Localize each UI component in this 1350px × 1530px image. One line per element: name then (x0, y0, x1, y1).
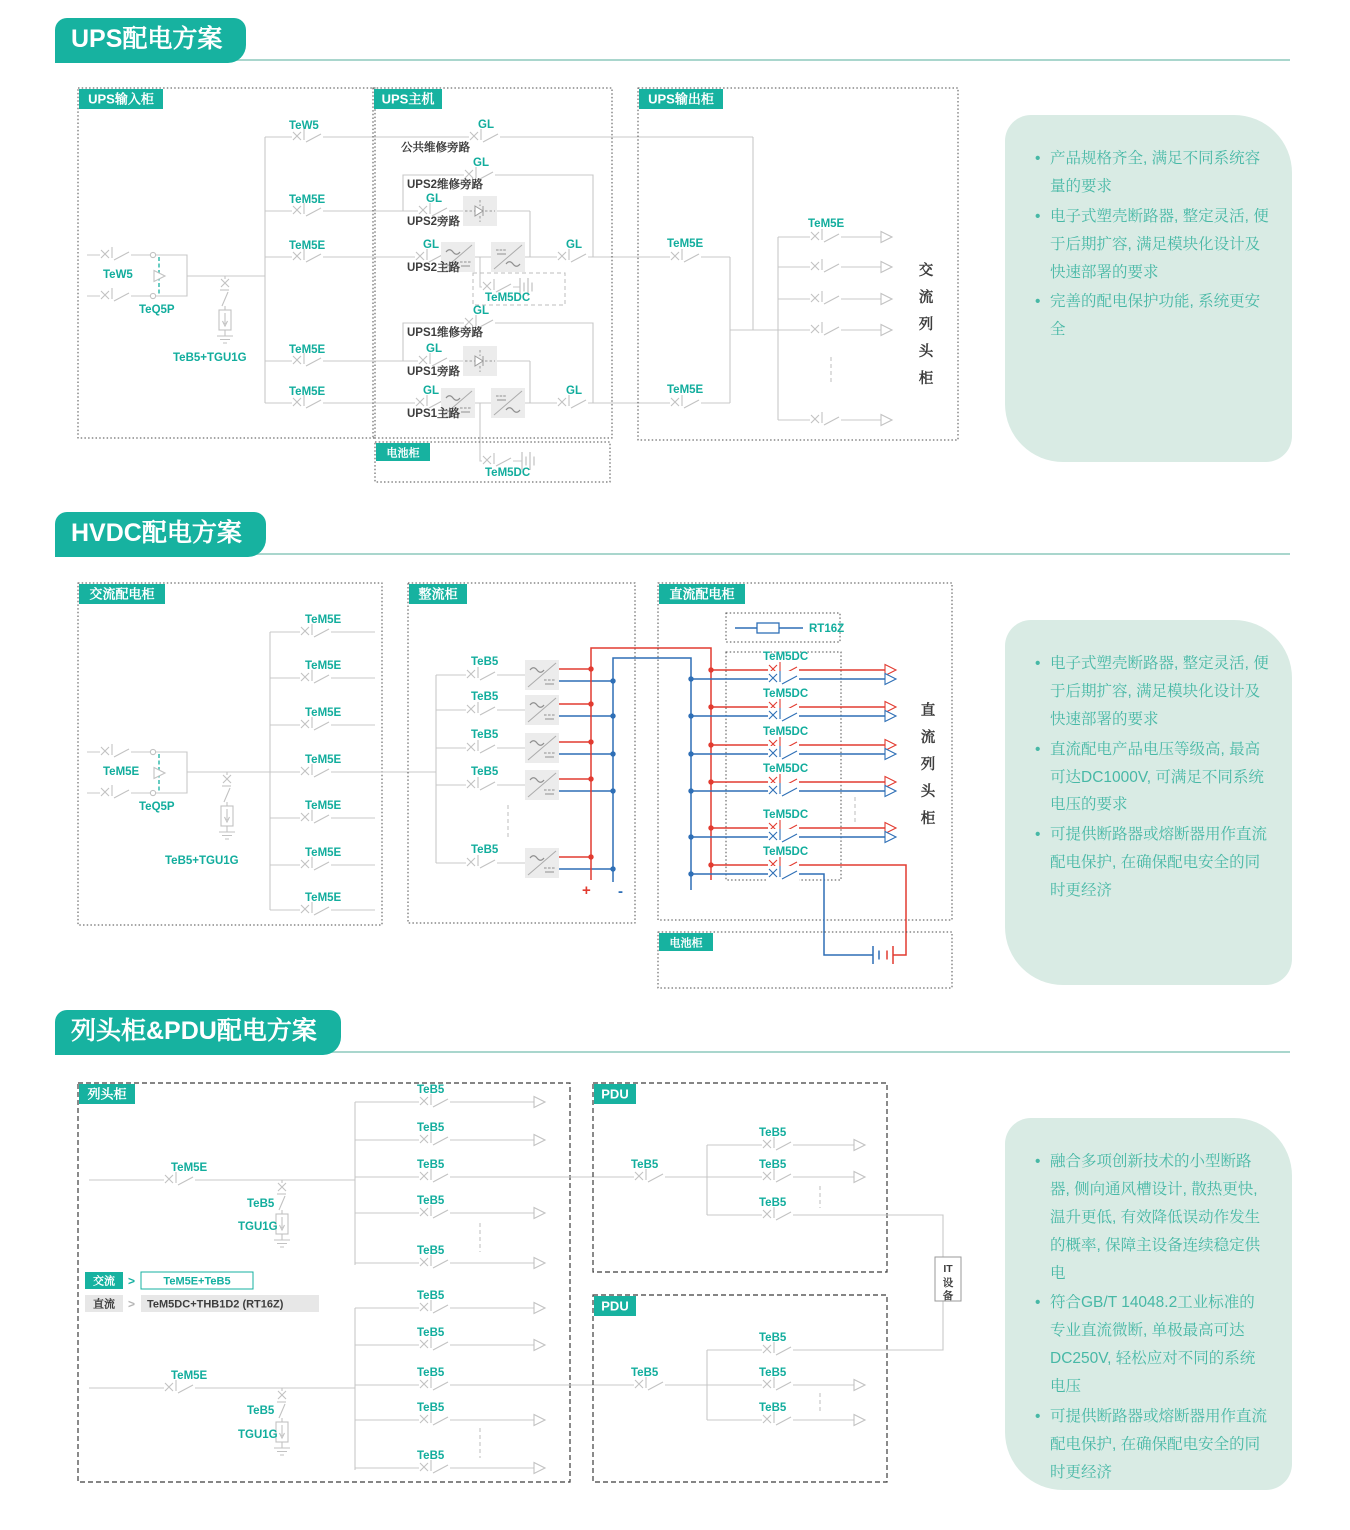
cabinet-label: 电池柜 (386, 447, 420, 460)
cabinet-label: PDU (601, 1298, 629, 1314)
dev: TeB5 (471, 729, 499, 741)
wires (730, 137, 881, 420)
dev: TeM5E (305, 707, 342, 719)
load-arrow-icon (534, 1208, 545, 1219)
breaker-icon (634, 1377, 665, 1392)
surge-arrester-icon (274, 1388, 290, 1455)
rectifier-icon (525, 695, 559, 725)
w (155, 255, 265, 296)
device-label: TeW5 (103, 269, 133, 281)
dev: TeB5 (417, 1122, 445, 1134)
junction-dot-icon (610, 751, 615, 756)
load-arrow-icon (881, 294, 892, 305)
pdu-cabinet-1 (593, 1083, 943, 1272)
breaker-icon (762, 1412, 793, 1427)
device-label: GL (478, 119, 494, 131)
dev: TeB5 (417, 1402, 445, 1414)
ups-battery-cabinet (375, 442, 610, 482)
vert: 柜 (918, 371, 934, 387)
dev: TeM5E (305, 892, 342, 904)
chevron-right-icon: > (128, 1297, 136, 1311)
surge-arrester-icon (217, 276, 233, 343)
breaker-icon (466, 740, 497, 755)
path-label: UPS1旁路 (407, 366, 461, 378)
surge-arrester-icon (274, 1180, 290, 1247)
load-arrow-icon (534, 1303, 545, 1314)
device-label: TeQ5P (139, 801, 175, 813)
feature-list (1005, 620, 1292, 917)
hvdc-battery-cabinet (658, 932, 952, 988)
device-label: RT16Z (809, 623, 845, 635)
device-label: GL (423, 385, 439, 397)
section-title-hvdc: HVDC配电方案 (55, 512, 266, 557)
cabinet-label: 整流柜 (418, 586, 458, 602)
junction-dot-icon (588, 666, 593, 671)
ups-output-cabinet (638, 88, 958, 440)
cabinet-label: 交流配电柜 (89, 586, 155, 602)
feature-item: • 符合GB/T 14048.2工业标准的专业直流微断, 单极最高可达DC250V, 轻松应对不同的系统电压 (1035, 1289, 1270, 1401)
rowhead-pdu-diagram (75, 1080, 965, 1510)
device-label: TeM5E (289, 240, 326, 252)
path-label: UPS2主路 (407, 262, 461, 274)
ups-scheme-diagram (75, 85, 965, 505)
load-arrow-icon (534, 1258, 545, 1269)
dev: TeM5DC (763, 688, 809, 700)
dev: TeB5 (417, 1084, 445, 1096)
breaker-icon (419, 1412, 450, 1427)
dev: TeM5E (171, 1370, 208, 1382)
dev: TeB5 (417, 1327, 445, 1339)
breaker-icon (634, 1169, 665, 1184)
vert: 列 (918, 317, 934, 333)
breaker-icon (100, 785, 131, 800)
junction-dot-icon (610, 713, 615, 718)
cabinet-label: 列头柜 (87, 1086, 127, 1102)
cabinet-border (78, 88, 375, 438)
breaker-icon (300, 717, 331, 732)
feature-item: • 电子式塑壳断路器, 整定灵活, 便于后期扩容, 满足模块化设计及快速部署的要求 (1035, 203, 1270, 287)
junction-dot-icon (708, 704, 713, 709)
breaker-icon (810, 229, 841, 244)
dev: TeB5 (759, 1402, 787, 1414)
breaker-icon (762, 1169, 793, 1184)
rw (559, 669, 591, 857)
pdu-cabinet-2 (593, 1295, 943, 1482)
breaker-icon (762, 1377, 793, 1392)
feature-item: • 产品规格齐全, 满足不同系统容量的要求 (1035, 145, 1270, 201)
cabinet-label: PDU (601, 1086, 629, 1102)
path-label: UPS1维修旁路 (407, 327, 484, 339)
dev: TeM5E (305, 660, 342, 672)
dev: TeB5 (417, 1245, 445, 1257)
static-switch-icon (463, 346, 497, 376)
junction-dot-icon (688, 871, 693, 876)
dev: TeB5 (759, 1127, 787, 1139)
cabinet-label: UPS输入柜 (88, 91, 154, 107)
rectifier-icon (525, 660, 559, 690)
surge-arrester-icon (219, 772, 235, 839)
breaker-icon (419, 1205, 450, 1220)
device-label: TeM5E (289, 344, 326, 356)
device-label: TeM5E (289, 194, 326, 206)
breaker-icon (557, 249, 588, 264)
fuse-icon (757, 623, 779, 633)
load-arrow-icon (881, 262, 892, 273)
bw (613, 658, 691, 890)
junction-dot-icon (610, 678, 615, 683)
bw (559, 681, 613, 869)
breaker-icon (300, 764, 331, 779)
feature-item: • 融合多项创新技术的小型断路器, 侧向通风槽设计, 散热更快, 温升更低, 有效降低误动作发生的概率, 保障主设备连续稳定供电 (1035, 1148, 1270, 1287)
vert: 柜 (920, 811, 936, 827)
path-label: 公共维修旁路 (401, 142, 470, 154)
device-label: GL (473, 305, 489, 317)
wires (707, 1145, 943, 1257)
path-label: UPS2旁路 (407, 216, 461, 228)
dev: TeM5DC (763, 846, 809, 858)
legend-ac-value: TeM5E+TeB5 (163, 1275, 231, 1288)
dev: TeB5 (471, 766, 499, 778)
dev: TeM5E (305, 800, 342, 812)
inverter-icon (491, 388, 525, 418)
dev: TeB5 (471, 691, 499, 703)
section-divider-ups (58, 59, 1290, 61)
load-arrow-icon (854, 1172, 865, 1183)
junction-dot-icon (688, 676, 693, 681)
breaker-icon (762, 1342, 793, 1357)
breaker-icon (466, 702, 497, 717)
breaker-icon (300, 670, 331, 685)
cabinet-border (408, 583, 635, 923)
dev: TeM5DC (763, 726, 809, 738)
junction-dot-icon (708, 779, 713, 784)
rectifier-icon (525, 733, 559, 763)
breaker-icon (164, 1380, 195, 1395)
contact-icon (150, 749, 155, 754)
breaker-icon (300, 810, 331, 825)
breaker-icon (419, 1300, 450, 1315)
dev: TeB5 (417, 1367, 445, 1379)
breaker-icon (768, 708, 799, 723)
load-arrow-icon (885, 711, 896, 722)
w (707, 1301, 943, 1350)
hvdc-scheme-diagram (75, 580, 965, 1000)
rectifier-icon (525, 770, 559, 800)
breaker-icon (482, 453, 513, 468)
device-label: TeW5 (289, 120, 319, 132)
feature-item: • 直流配电产品电压等级高, 最高可达DC1000V, 可满足不同系统电压的要求 (1035, 736, 1270, 820)
bw (873, 946, 879, 964)
device-label: GL (566, 239, 582, 251)
cabinet-label: UPS输出柜 (648, 91, 714, 107)
w (155, 752, 436, 793)
cabinet-label: 直流配电柜 (669, 586, 735, 602)
breaker-icon (810, 412, 841, 427)
junction-dot-icon (708, 825, 713, 830)
load-arrow-icon (885, 786, 896, 797)
dev: TeM5E (305, 614, 342, 626)
dev: TeB5 (247, 1405, 275, 1417)
output-destination-label: 交 (918, 263, 934, 279)
junction-dot-icon (588, 701, 593, 706)
feature-list (1005, 1118, 1292, 1499)
chevron-right-icon: > (128, 1274, 136, 1288)
device-label: TeQ5P (139, 304, 175, 316)
contact-icon (150, 293, 155, 298)
device-label: GL (473, 157, 489, 169)
load-arrow-icon (854, 1415, 865, 1426)
dev: TeB5 (759, 1332, 787, 1344)
ups-feature-panel (1005, 115, 1292, 462)
rw (591, 648, 711, 880)
junction-dot-icon (708, 667, 713, 672)
feature-list (1005, 115, 1292, 356)
rw (711, 670, 906, 955)
load-arrow-icon (534, 1340, 545, 1351)
breaker-icon (466, 667, 497, 682)
legend (85, 1272, 319, 1312)
dev: TeB5 (471, 656, 499, 668)
breaker-icon (466, 855, 497, 870)
dev: TGU1G (238, 1221, 278, 1233)
itt: 设 (942, 1277, 954, 1289)
breaker-icon (419, 1337, 450, 1352)
breaker-icon (100, 247, 131, 262)
cabinet-label: UPS主机 (381, 91, 435, 107)
dev: TeB5 (417, 1159, 445, 1171)
device-label: TeM5DC (485, 467, 531, 479)
dev: TeM5E (305, 847, 342, 859)
pdu-feature-panel (1005, 1118, 1292, 1490)
breaker-icon (768, 866, 799, 881)
feature-item: • 可提供断路器或熔断器用作直流配电保护, 在确保配电安全的同时更经济 (1035, 1403, 1270, 1487)
wires (707, 1301, 943, 1420)
dev: TeB5 (759, 1159, 787, 1171)
breaker-icon (768, 783, 799, 798)
junction-dot-icon (688, 834, 693, 839)
breaker-icon (557, 395, 588, 410)
dev: TGU1G (238, 1429, 278, 1441)
breaker-icon (300, 624, 331, 639)
static-switch-icon (463, 196, 497, 226)
load-arrow-icon (534, 1135, 545, 1146)
feature-item: • 完善的配电保护功能, 系统更安全 (1035, 288, 1270, 344)
breaker-icon (469, 129, 500, 144)
feature-item: • 电子式塑壳断路器, 整定灵活, 便于后期扩容, 满足模块化设计及快速部署的要求 (1035, 650, 1270, 734)
dev: TeB5 (417, 1195, 445, 1207)
wires (87, 632, 436, 910)
ac-distribution-cabinet (78, 583, 436, 925)
load-arrow-icon (881, 415, 892, 426)
breaker-icon (768, 829, 799, 844)
contact-icon (150, 252, 155, 257)
junction-dot-icon (610, 866, 615, 871)
breaker-icon (419, 1255, 450, 1270)
breaker-icon (762, 1207, 793, 1222)
dev: TeB5 (631, 1159, 659, 1171)
dev: TeM5DC (763, 809, 809, 821)
rw (887, 946, 893, 964)
junction-dot-icon (610, 788, 615, 793)
breaker-icon (100, 288, 131, 303)
device-label: TeM5E (667, 384, 704, 396)
breaker-icon (670, 395, 701, 410)
dev: TeB5 (759, 1367, 787, 1379)
junction-dot-icon (688, 788, 693, 793)
breaker-icon (810, 291, 841, 306)
rectifier-cabinet (408, 583, 711, 923)
legend-dc-tag: 直流 (93, 1298, 115, 1311)
dev: TeM5DC (763, 763, 809, 775)
device-label: GL (423, 239, 439, 251)
battery-icon (873, 946, 893, 964)
dev: TeM5E (305, 754, 342, 766)
load-arrow-icon (885, 832, 896, 843)
device-label: GL (426, 343, 442, 355)
w (707, 1215, 943, 1257)
path-label: UPS1主路 (407, 408, 461, 420)
vert: 列 (920, 757, 936, 773)
breaker-icon (466, 777, 497, 792)
device-label: TeB5+TGU1G (173, 352, 247, 364)
breaker-icon (768, 746, 799, 761)
legend-dc-value: TeM5DC+THB1D2 (RT16Z) (147, 1298, 284, 1311)
load-arrow-icon (534, 1097, 545, 1108)
vert: 流 (918, 290, 934, 306)
junction-dot-icon (688, 713, 693, 718)
device-label: TeM5DC (485, 292, 531, 304)
dc-distribution-cabinet (658, 583, 952, 955)
dev: TeM5DC (763, 651, 809, 663)
load-arrow-icon (534, 1415, 545, 1426)
device-label: TeM5E (103, 766, 140, 778)
device-label: GL (566, 385, 582, 397)
load-arrow-icon (854, 1140, 865, 1151)
breaker-icon (670, 249, 701, 264)
dev: TeB5 (417, 1290, 445, 1302)
path-label: UPS2维修旁路 (407, 179, 484, 191)
breaker-icon (419, 1094, 450, 1109)
output-destination-label: 直 (920, 703, 936, 719)
junction-dot-icon (588, 776, 593, 781)
section-title-pdu: 列头柜&PDU配电方案 (55, 1010, 341, 1055)
junction-dot-icon (688, 751, 693, 756)
device-label: TeB5+TGU1G (165, 855, 239, 867)
legend-ac-tag: 交流 (93, 1275, 115, 1288)
breaker-icon (100, 744, 131, 759)
row-head-cabinet (78, 1083, 707, 1482)
itt: 备 (942, 1290, 954, 1302)
breaker-icon (810, 259, 841, 274)
load-arrow-icon (885, 674, 896, 685)
device-label: TeM5E (808, 218, 845, 230)
breaker-icon (419, 1377, 450, 1392)
breaker-icon (762, 1137, 793, 1152)
breaker-icon (768, 671, 799, 686)
junction-dot-icon (588, 854, 593, 859)
load-arrow-icon (854, 1380, 865, 1391)
cabinet-label: 电池柜 (669, 937, 703, 950)
load-arrow-icon (881, 232, 892, 243)
junction-dot-icon (708, 742, 713, 747)
breaker-icon (164, 1172, 195, 1187)
dev: TeB5 (759, 1197, 787, 1209)
breaker-icon (419, 1169, 450, 1184)
hvdc-feature-panel (1005, 620, 1292, 985)
dev: TeB5 (471, 844, 499, 856)
dev: TeB5 (417, 1450, 445, 1462)
breaker-icon (300, 902, 331, 917)
breaker-icon (419, 1460, 450, 1475)
device-label: GL (426, 193, 442, 205)
it-equipment-box (935, 1257, 961, 1302)
it-equipment-label: IT (943, 1263, 953, 1275)
dev: TeB5 (631, 1367, 659, 1379)
vert: 头 (920, 784, 936, 800)
device-label: TeM5E (667, 238, 704, 250)
ups-host-cabinet (373, 88, 612, 461)
breaker-icon (419, 1132, 450, 1147)
junction-dot-icon (588, 739, 593, 744)
vert: 流 (920, 730, 936, 746)
load-arrow-icon (885, 749, 896, 760)
section-title-ups: UPS配电方案 (55, 18, 246, 63)
load-arrow-icon (881, 325, 892, 336)
cabinet-border (658, 583, 952, 920)
load-arrow-icon (534, 1463, 545, 1474)
rectifier-icon (525, 848, 559, 878)
breaker-icon (810, 322, 841, 337)
breaker-icon (300, 857, 331, 872)
junction-dot-icon (708, 862, 713, 867)
dc-plus-sign: + (582, 882, 591, 899)
contact-icon (150, 790, 155, 795)
device-label: TeM5E (289, 386, 326, 398)
feature-item: • 可提供断路器或熔断器用作直流配电保护, 在确保配电安全的同时更经济 (1035, 821, 1270, 905)
dev: TeM5E (171, 1162, 208, 1174)
inverter-icon (491, 242, 525, 272)
dev: TeB5 (247, 1198, 275, 1210)
vert: 头 (918, 344, 934, 360)
dc-minus-sign: - (618, 883, 623, 900)
